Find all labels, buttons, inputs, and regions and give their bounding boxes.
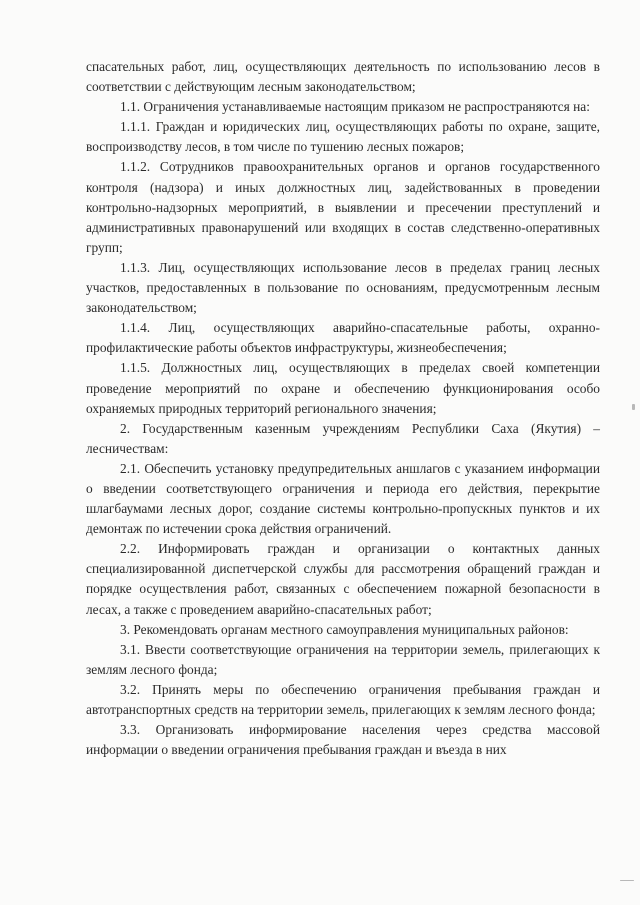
scan-artifact bbox=[632, 404, 635, 410]
paragraph-2-2: 2.2. Информировать граждан и организации о контактных данных специализированной диспетчерской службы для рассмотрения обращений граждан и порядке осуществления работ, связанных с обеспечением пожарной безопасности в лесах, а также с проведением аварийно-спасательных работ; bbox=[86, 541, 600, 617]
paragraph-1-1-4: 1.1.4. Лиц, осуществляющих аварийно-спасательные работы, охранно-профилактические работы объектов инфраструктуры, жизнеобеспечения; bbox=[86, 320, 600, 356]
paragraph-2: 2. Государственным казенным учреждениям Республики Саха (Якутия) – лесничествам: bbox=[86, 420, 600, 456]
paragraph-3-2: 3.2. Принять меры по обеспечению ограничения пребывания граждан и автотранспортных средств на территории земель, прилегающих к землям лесного фонда; bbox=[86, 681, 600, 717]
paragraph-2-1: 2.1. Обеспечить установку предупредительных аншлагов с указанием информации о введении соответствующего ограничения и периода его действия, перекрытие шлагбаумами лесных дорог, создание системы контрольно-пропускных пунктов и их демонтаж по истечении срока действия ограничений. bbox=[86, 460, 600, 537]
scan-artifact bbox=[620, 880, 634, 881]
paragraph-1-1: 1.1. Ограничения устанавливаемые настоящим приказом не распространяются на: bbox=[120, 99, 590, 115]
paragraph-continuation: спасательных работ, лиц, осуществляющих деятельность по использованию лесов в соответствии с действующим лесным законодательством; bbox=[86, 59, 600, 95]
paragraph-3: 3. Рекомендовать органам местного самоуправления муниципальных районов: bbox=[120, 621, 569, 637]
paragraph-1-1-5: 1.1.5. Должностных лиц, осуществляющих в пределах своей компетенции проведение мероприятий по охране и обеспечению функционирования особо охраняемых природных территорий регионального значения; bbox=[86, 360, 600, 416]
paragraph-1-1-3: 1.1.3. Лиц, осуществляющих использование лесов в пределах границ лесных участков, предоставленных в пользование по основаниям, предусмотренным лесным законодательством; bbox=[86, 259, 600, 316]
paragraph-1-1-1: 1.1.1. Граждан и юридических лиц, осуществляющих работы по охране, защите, воспроизводству лесов, в том числе по тушению лесных пожаров; bbox=[86, 119, 600, 155]
paragraph-3-3: 3.3. Организовать информирование населения через средства массовой информации о введении ограничения пребывания граждан и въезда в них bbox=[86, 722, 600, 758]
document-body bbox=[86, 57, 600, 760]
paragraph-3-1: 3.1. Ввести соответствующие ограничения на территории земель, прилегающих к землям лесного фонда; bbox=[86, 641, 600, 677]
paragraph-1-1-2: 1.1.2. Сотрудников правоохранительных органов и органов государственного контроля (надзора) и иных должностных лиц, задействованных в проведении контрольно-надзорных мероприятий, в выявлении и пресечении преступлений и административных правонарушений или входящих в состав следственно-оперативных групп; bbox=[86, 159, 600, 255]
